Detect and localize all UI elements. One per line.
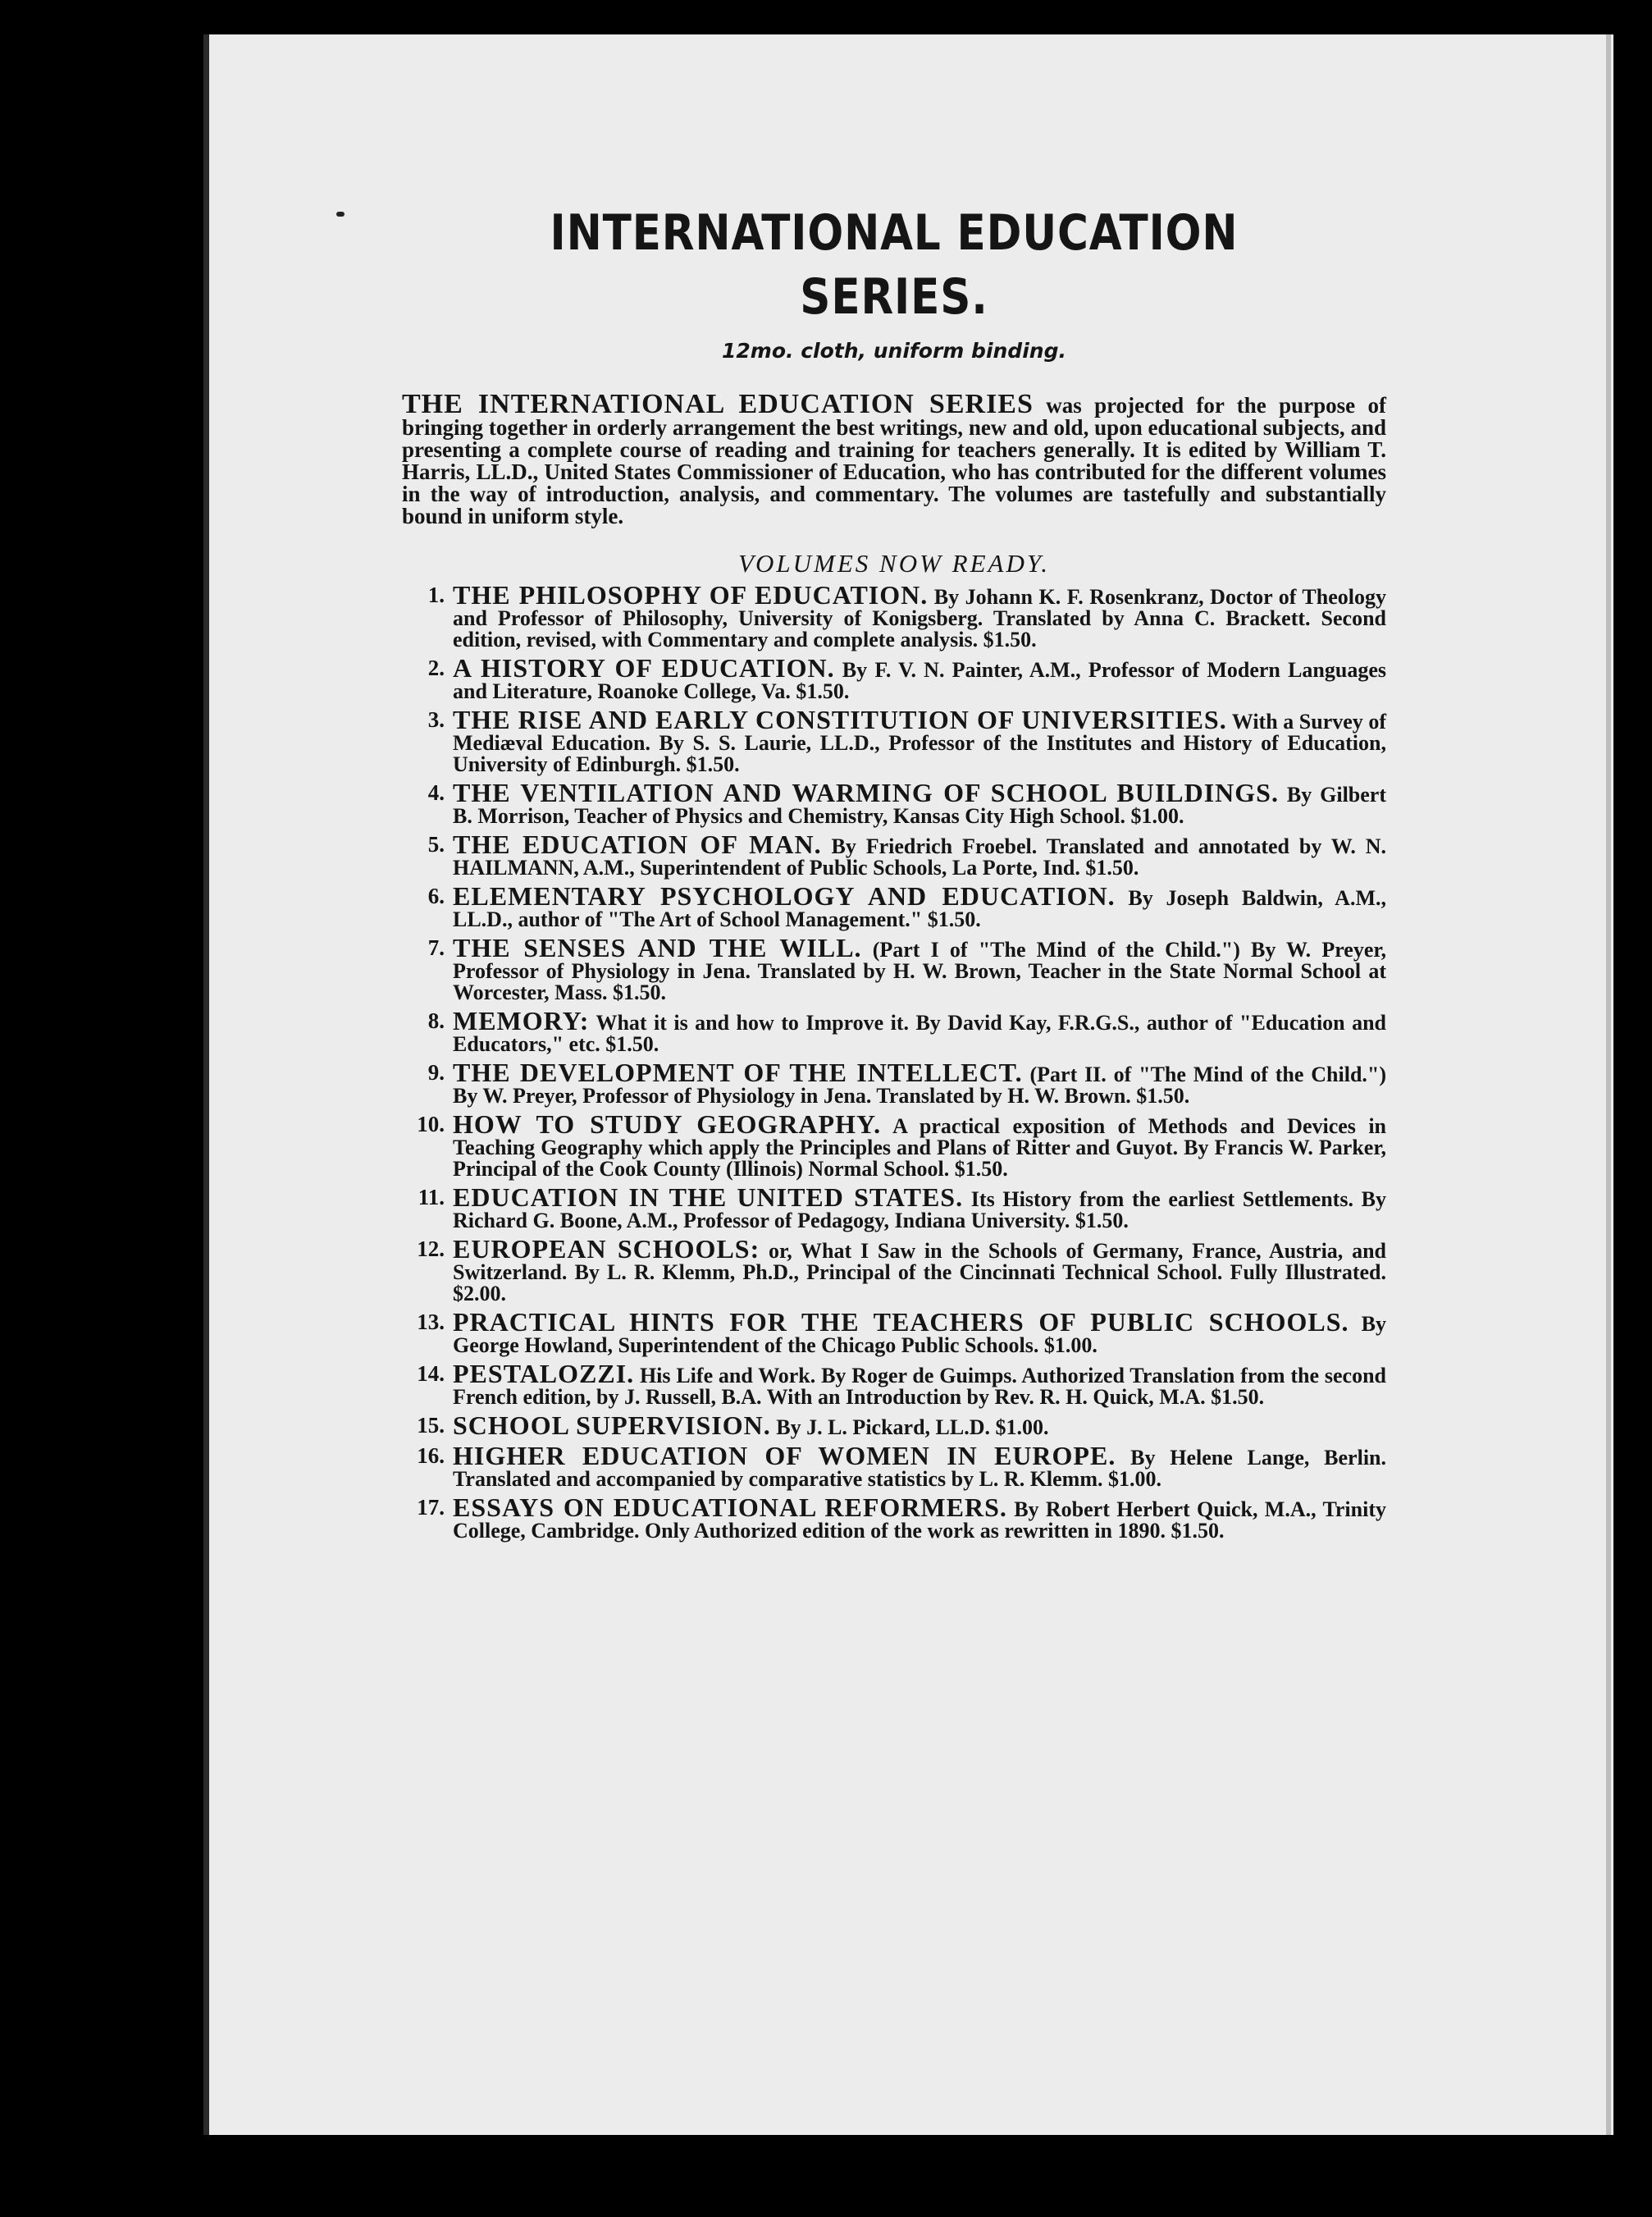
- volume-details: By J. L. Pickard, LL.D. $1.00.: [770, 1415, 1049, 1439]
- volume-details: By Gilbert B. Morrison, Teacher of Physics and Chemistry, Kansas City High School. $1.00.: [453, 783, 1386, 828]
- volume-description: [453, 1182, 1387, 1232]
- volume-title: HOW TO STUDY GEOGRAPHY.: [453, 1109, 882, 1139]
- volume-number: 4.: [427, 780, 445, 805]
- volume-number: 15.: [417, 1413, 445, 1438]
- volume-details: (Part II. of "The Mind of the Child.") By W. Preyer, Professor of Physiology in Jena. Translated by H. W. Brown. $1.50.: [453, 1063, 1386, 1108]
- volume-description: [453, 1006, 1386, 1056]
- volume-entry: [402, 1182, 1387, 1232]
- page-title: INTERNATIONAL EDUCATION SERIES.: [550, 204, 1239, 326]
- volume-details: By F. V. N. Painter, A.M., Professor of Modern Languages and Literature, Roanoke College, Va. $1.50.: [453, 658, 1386, 703]
- volume-number: 12.: [417, 1236, 445, 1261]
- volume-description: [453, 1441, 1387, 1491]
- volume-number: 1.: [427, 583, 445, 607]
- volume-description: [453, 830, 1386, 880]
- volume-title: PRACTICAL HINTS FOR THE TEACHERS OF PUBLIC SCHOOLS.: [453, 1307, 1349, 1337]
- volume-details: Its History from the earliest Settlements. By Richard G. Boone, A.M., Professor of Pedagogy, Indiana University. $1.50.: [453, 1187, 1387, 1232]
- volume-description: [453, 1109, 1387, 1181]
- volume-number: 13.: [417, 1310, 445, 1334]
- volume-number: 16.: [417, 1443, 445, 1468]
- volume-title: THE PHILOSOPHY OF EDUCATION.: [453, 580, 929, 610]
- volume-number: 14.: [417, 1361, 445, 1386]
- volume-entry: [402, 653, 1386, 703]
- volume-title: THE VENTILATION AND WARMING OF SCHOOL BUILDINGS.: [453, 778, 1279, 807]
- volume-list: [402, 580, 1387, 1543]
- volume-entry: [402, 830, 1386, 880]
- volume-entry: [402, 580, 1386, 651]
- volume-number: 9.: [427, 1060, 445, 1085]
- volume-details: By Johann K. F. Rosenkranz, Doctor of Theology and Professor of Philosophy, University of Konigsberg. Translated by Anna C. Brackett. Second edition, revised, with Commentary and complete analysis. $1.50.: [453, 585, 1386, 651]
- volume-description: [453, 778, 1386, 828]
- volume-description: [453, 1234, 1387, 1305]
- volume-title: SCHOOL SUPERVISION.: [453, 1410, 771, 1440]
- volume-details: What it is and how to Improve it. By David Kay, F.R.G.S., author of "Education and Educators," etc. $1.50.: [453, 1011, 1386, 1056]
- volume-details: By Joseph Baldwin, A.M., LL.D., author of "The Art of School Management." $1.50.: [453, 886, 1386, 931]
- volume-description: [453, 1359, 1386, 1409]
- volume-details: By Robert Herbert Quick, M.A., Trinity College, Cambridge. Only Authorized edition of the work as rewritten in 1890. $1.50.: [453, 1497, 1386, 1543]
- volume-entry: [402, 1058, 1386, 1108]
- volume-number: 11.: [418, 1185, 445, 1209]
- volume-title: HIGHER EDUCATION OF WOMEN IN EUROPE.: [453, 1441, 1116, 1470]
- volume-title: EDUCATION IN THE UNITED STATES.: [453, 1182, 964, 1212]
- volume-entry: [402, 881, 1386, 931]
- volume-number: 8.: [427, 1008, 445, 1033]
- volume-entry: [402, 933, 1387, 1004]
- volume-number: 2.: [427, 656, 445, 680]
- volume-title: THE DEVELOPMENT OF THE INTELLECT.: [453, 1058, 1023, 1087]
- volume-details: With a Survey of Mediæval Education. By S. S. Laurie, LL.D., Professor of the Institutes and History of Education, University of Edinburgh. $1.50.: [453, 710, 1387, 776]
- book-spine-edge: [203, 34, 209, 2135]
- volume-description: [453, 705, 1387, 776]
- volume-entry: [402, 1359, 1386, 1409]
- volume-details: By Friedrich Froebel. Translated and annotated by W. N. HAILMANN, A.M., Superintendent of Public Schools, La Porte, Ind. $1.50.: [453, 834, 1386, 880]
- intro-text: was projected for the purpose of bringing together in orderly arrangement the best writings, new and old, upon educational subjects, and presenting a complete course of reading and training for teachers generally. It is edited by William T. Harris, LL.D., United States Commissioner of Education, who has contributed for the different volumes in the way of introduction, analysis, and commentary. The volumes are tastefully and substantially bound in uniform style.: [402, 393, 1386, 528]
- volume-title: EUROPEAN SCHOOLS:: [453, 1234, 760, 1264]
- volume-description: [453, 881, 1386, 931]
- volume-details: His Life and Work. By Roger de Guimps. Authorized Translation from the second French edition, by J. Russell, B.A. With an Introduction by Rev. R. H. Quick, M.A. $1.50.: [453, 1364, 1386, 1409]
- intro-paragraph: [402, 389, 1386, 528]
- volume-entry: [402, 1410, 1386, 1440]
- volume-description: [453, 1307, 1387, 1357]
- volume-entry: [402, 1307, 1387, 1357]
- page-right-edge: [1606, 34, 1611, 2135]
- volume-entry: [402, 1234, 1387, 1305]
- volume-entry: [402, 1492, 1386, 1543]
- volume-entry: [402, 778, 1386, 828]
- volume-title: ESSAYS ON EDUCATIONAL REFORMERS.: [453, 1492, 1007, 1522]
- volume-details: (Part I of "The Mind of the Child.") By W. Preyer, Professor of Physiology in Jena. Translated by H. W. Brown, Teacher in the State Normal School at Worcester, Mass. $1.50.: [453, 938, 1387, 1004]
- volume-description: [453, 1492, 1386, 1543]
- volume-number: 7.: [427, 935, 445, 960]
- intro-lead: THE INTERNATIONAL EDUCATION SERIES: [402, 389, 1034, 419]
- volume-description: [453, 653, 1386, 703]
- volume-entry: [402, 1109, 1387, 1181]
- volume-title: THE RISE AND EARLY CONSTITUTION OF UNIVERSITIES.: [453, 705, 1227, 734]
- volume-details: or, What I Saw in the Schools of Germany, France, Austria, and Switzerland. By L. R. Klemm, Ph.D., Principal of the Cincinnati Technical School. Fully Illustrated. $2.00.: [453, 1239, 1387, 1305]
- volume-description: [453, 1410, 1386, 1440]
- volume-number: 3.: [427, 707, 445, 732]
- volume-number: 10.: [417, 1112, 445, 1136]
- volume-title: MEMORY:: [453, 1006, 590, 1035]
- page-content: [402, 201, 1386, 1542]
- volume-title: THE EDUCATION OF MAN.: [453, 830, 822, 859]
- volume-title: A HISTORY OF EDUCATION.: [453, 653, 835, 683]
- volume-description: [453, 1058, 1386, 1108]
- volume-number: 6.: [427, 884, 445, 908]
- volume-details: By George Howland, Superintendent of the Chicago Public Schools. $1.00.: [453, 1312, 1387, 1357]
- volume-title: THE SENSES AND THE WILL.: [453, 933, 862, 962]
- volume-entry: [402, 1006, 1386, 1056]
- ink-mark: [336, 212, 345, 217]
- volume-description: [453, 933, 1387, 1004]
- volume-number: 5.: [427, 832, 445, 857]
- volume-title: PESTALOZZI.: [453, 1359, 635, 1388]
- volume-details: By Helene Lange, Berlin. Translated and accompanied by comparative statistics by L. R. Klemm. $1.00.: [453, 1446, 1387, 1491]
- volume-entry: [402, 1441, 1387, 1491]
- volume-entry: [402, 705, 1387, 776]
- page-subtitle: 12mo. cloth, uniform binding.: [722, 339, 1066, 363]
- volume-details: A practical exposition of Methods and Devices in Teaching Geography which apply the Principles and Plans of Ritter and Guyot. By Francis W. Parker, Principal of the Cook County (Illinois) Normal School. $1.50.: [453, 1114, 1387, 1181]
- volume-title: ELEMENTARY PSYCHOLOGY AND EDUCATION.: [453, 881, 1116, 911]
- volume-number: 17.: [417, 1495, 445, 1520]
- volume-description: [453, 580, 1386, 651]
- volumes-heading: VOLUMES NOW READY.: [737, 549, 1050, 578]
